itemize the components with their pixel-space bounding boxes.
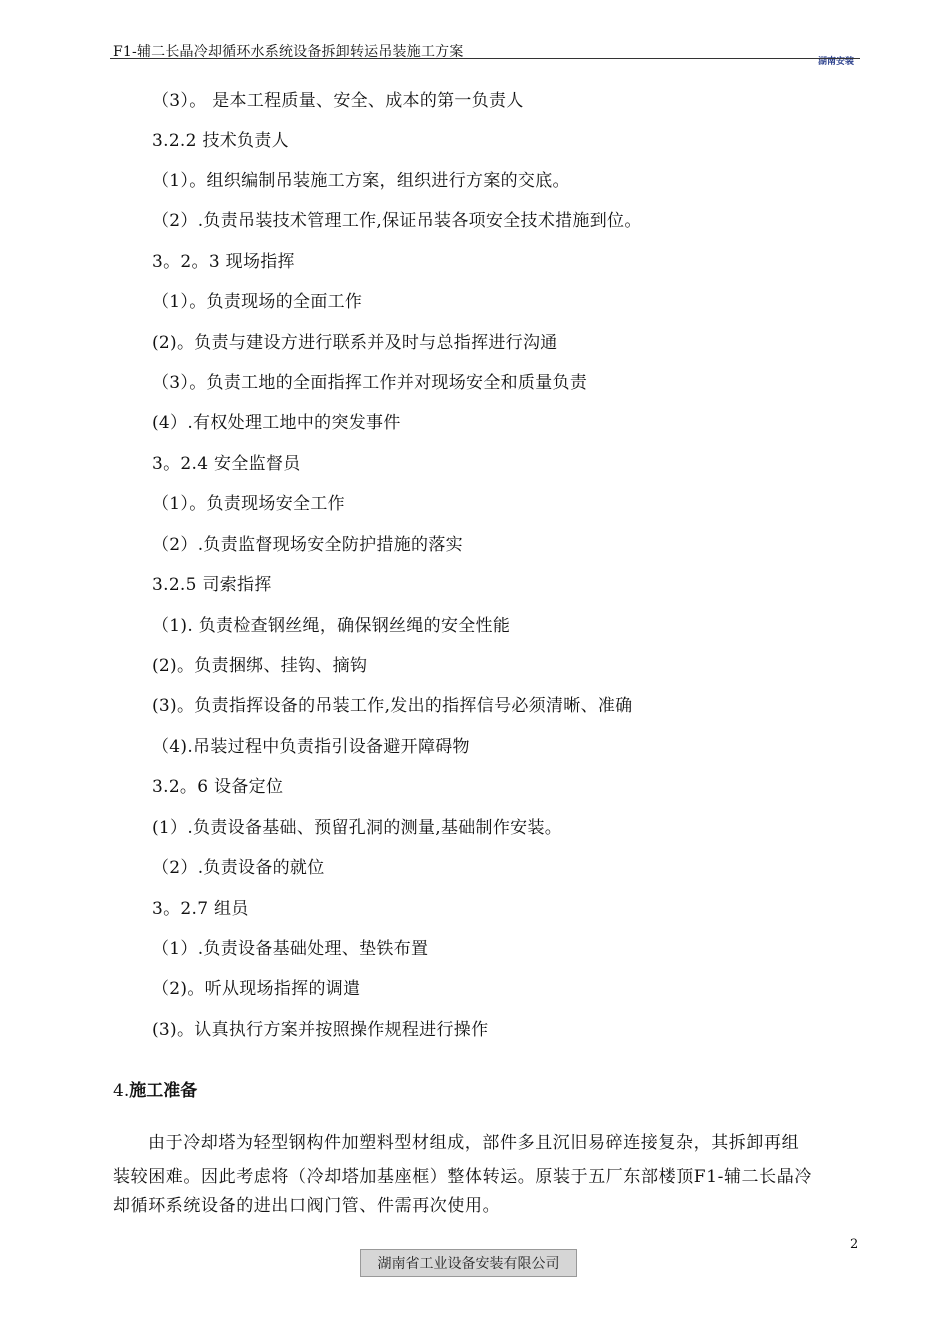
subsection-heading: 3.2。6 设备定位 xyxy=(152,777,284,797)
company-logo: 湖南安装 xyxy=(818,57,855,67)
list-line: (3)。认真执行方案并按照操作规程进行操作 xyxy=(152,1020,489,1040)
section-heading xyxy=(113,1076,197,1101)
list-line: （2）.负责吊装技术管理工作,保证吊装各项安全技术措施到位。 xyxy=(152,211,642,231)
list-line: （1）。负责现场安全工作 xyxy=(152,494,345,514)
list-line: (2)。负责与建设方进行联系并及时与总指挥进行沟通 xyxy=(152,333,558,353)
list-line: （3）。负责工地的全面指挥工作并对现场安全和质量负责 xyxy=(152,373,588,393)
list-line: (2)。负责捆绑、挂钩、摘钩 xyxy=(152,656,368,676)
list-line: (4）.有权处理工地中的突发事件 xyxy=(152,413,401,433)
subsection-heading: 3。2.4 安全监督员 xyxy=(152,454,301,474)
paragraph-line: 由于冷却塔为轻型钢构件加塑料型材组成，部件多且沉旧易碎连接复杂，其拆卸再组 xyxy=(148,1133,800,1153)
list-line: (3)。负责指挥设备的吊装工作,发出的指挥信号必须清晰、准确 xyxy=(152,696,633,716)
list-line: （4).吊装过程中负责指引设备避开障碍物 xyxy=(152,737,470,757)
subsection-heading: 3。2.7 组员 xyxy=(152,899,249,919)
list-line: (1）.负责设备基础、预留孔洞的测量,基础制作安装。 xyxy=(152,818,563,838)
list-line: （2）.负责监督现场安全防护措施的落实 xyxy=(152,535,463,555)
section-title: 施工准备 xyxy=(129,1081,198,1101)
document-title: F1-辅二长晶冷却循环水系统设备拆卸转运吊装施工方案 xyxy=(113,44,464,60)
page-number: 2 xyxy=(850,1237,859,1252)
list-line: （1）.负责设备基础处理、垫铁布置 xyxy=(152,939,429,959)
subsection-heading: 3。2。3 现场指挥 xyxy=(152,252,295,272)
subsection-heading: 3.2.2 技术负责人 xyxy=(152,131,289,151)
paragraph-line: 装较困难。因此考虑将（冷却塔加基座框）整体转运。原装于五厂东部楼顶F1-辅二长晶冷 xyxy=(113,1167,812,1187)
list-line: （3）。 是本工程质量、安全、成本的第一负责人 xyxy=(152,91,524,111)
list-line: （1）。负责现场的全面工作 xyxy=(152,292,363,312)
list-line: （1）。组织编制吊装施工方案，组织进行方案的交底。 xyxy=(152,171,570,191)
section-number: 4. xyxy=(113,1081,130,1101)
list-line: （1). 负责检查钢丝绳，确保钢丝绳的安全性能 xyxy=(152,616,511,636)
list-line: （2)。听从现场指挥的调遣 xyxy=(152,979,361,999)
list-line: （2）.负责设备的就位 xyxy=(152,858,325,878)
paragraph-line: 却循环系统设备的进出口阀门管、件需再次使用。 xyxy=(113,1196,501,1216)
header-divider xyxy=(110,58,860,59)
subsection-heading: 3.2.5 司索指挥 xyxy=(152,575,272,595)
footer-company: 湖南省工业设备安装有限公司 xyxy=(360,1249,577,1277)
